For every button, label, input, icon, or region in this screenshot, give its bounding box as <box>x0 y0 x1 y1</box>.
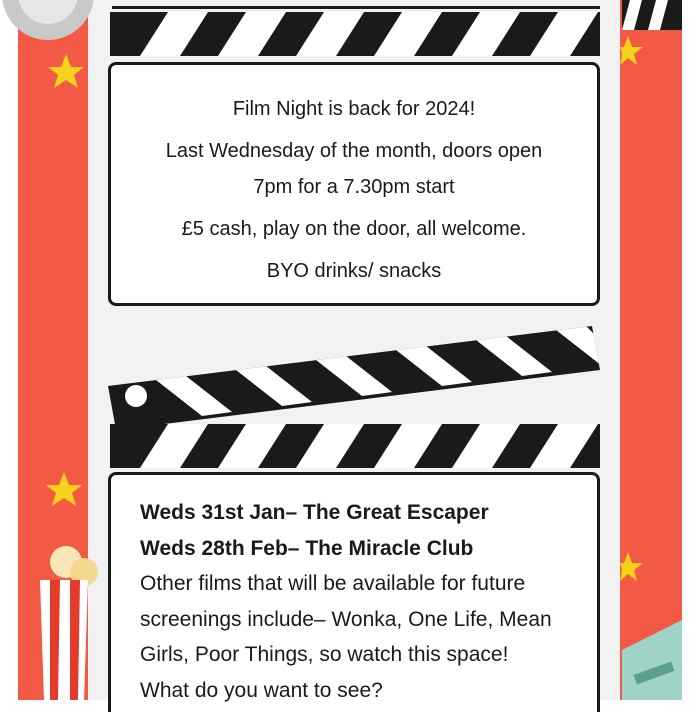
future-films-line: Girls, Poor Things, so watch this space! <box>140 643 509 666</box>
time-line: 7pm for a 7.30pm start <box>253 176 455 198</box>
price-line: £5 cash, play on the door, all welcome. <box>181 218 527 240</box>
screening-jan: Weds 31st Jan– The Great Escaper <box>140 501 489 524</box>
event-info-panel <box>108 62 600 306</box>
screening-feb: Weds 28th Feb– The Miracle Club <box>140 536 474 560</box>
right-red-border <box>620 0 682 700</box>
headline: Film Night is back for 2024! <box>232 98 476 120</box>
byo-line: BYO drinks/ snacks <box>266 260 442 282</box>
future-films-line: screenings include– Wonka, One Life, Mean <box>140 607 552 631</box>
film-schedule-panel <box>108 472 600 712</box>
future-films-line: Other films that will be available for future <box>140 572 526 595</box>
clapper-base-strip <box>110 424 600 468</box>
question-line: What do you want to see? <box>140 678 383 702</box>
schedule-line: Last Wednesday of the month, doors open <box>165 140 543 162</box>
clapper-hinge-icon <box>125 385 147 407</box>
top-clapper-strip <box>110 6 600 56</box>
small-clapper-icon <box>622 0 682 30</box>
